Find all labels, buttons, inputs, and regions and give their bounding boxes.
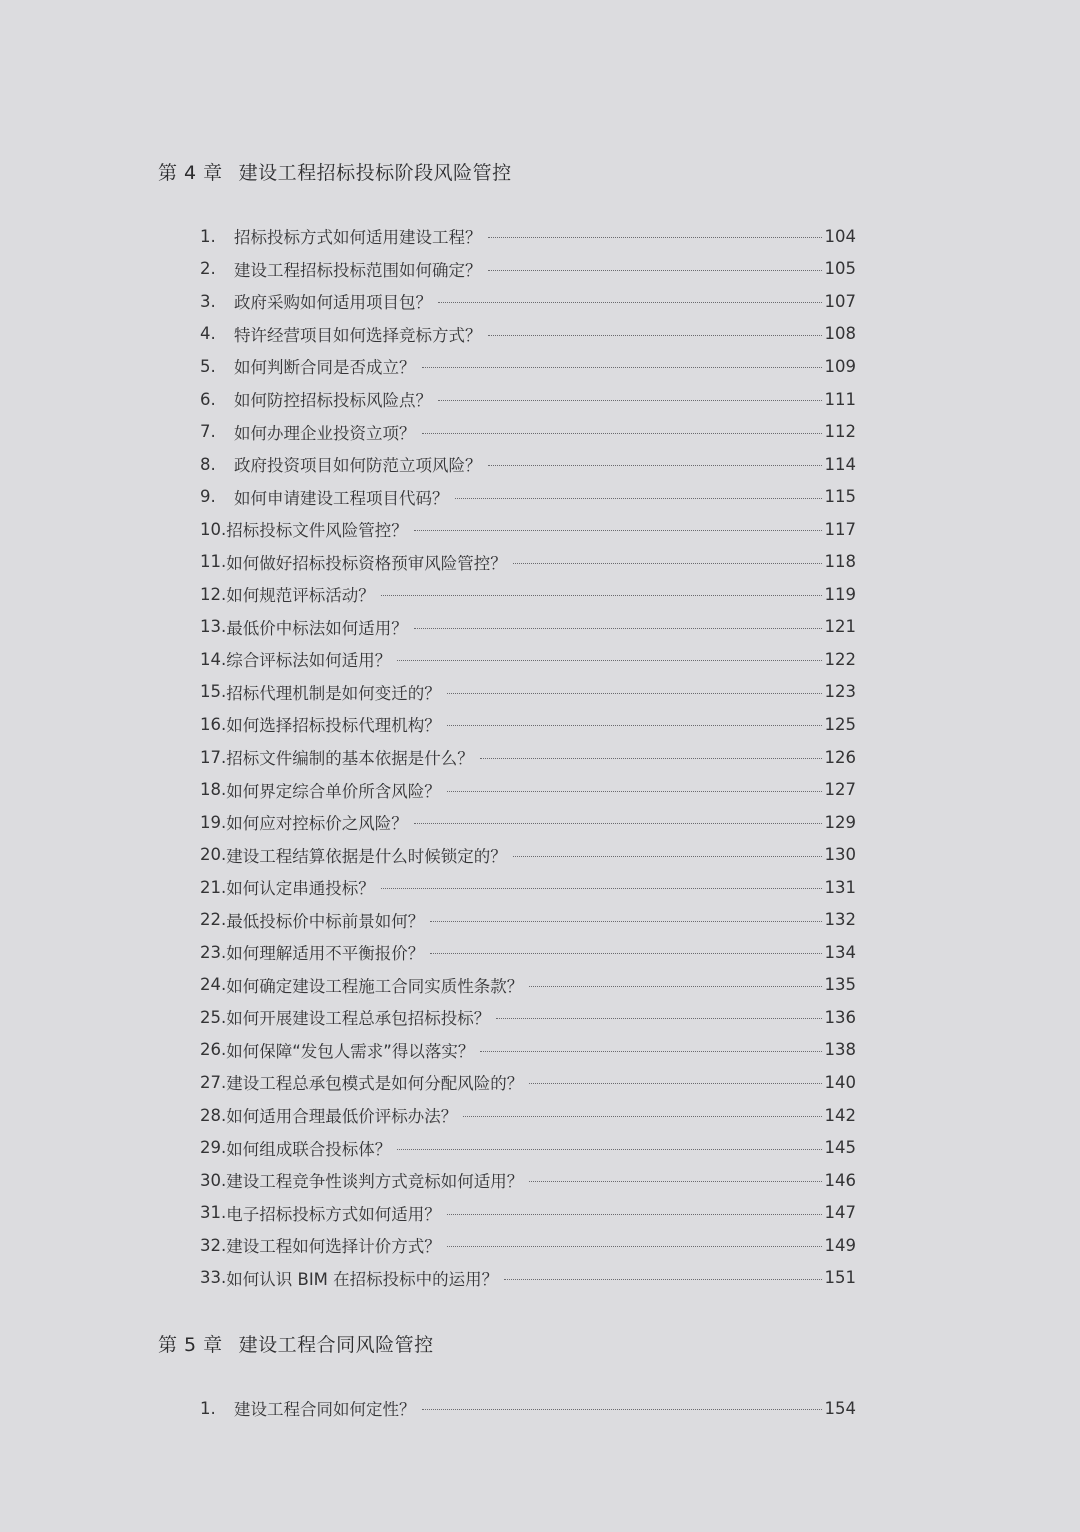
toc-entry[interactable]: [200, 253, 856, 286]
entry-title: 综合评标法如何适用？: [226, 651, 392, 671]
entry-title: 如何判断合同是否成立？: [234, 358, 416, 378]
toc-entry[interactable]: [200, 1034, 856, 1067]
entry-number: 8.: [200, 454, 216, 474]
dot-leader: [480, 1051, 821, 1052]
entry-title: 如何认定串通投标？: [226, 879, 375, 899]
entry-number: 18.: [200, 780, 227, 800]
toc-entry[interactable]: [200, 871, 856, 904]
entry-title: 建设工程如何选择计价方式？: [226, 1237, 441, 1257]
entry-title: 如何开展建设工程总承包招标投标？: [226, 1009, 491, 1029]
dot-leader: [447, 693, 822, 694]
dot-leader: [430, 921, 821, 922]
entry-page-number: 123: [824, 682, 856, 702]
entry-number: 1.: [200, 226, 216, 246]
entry-page-number: 112: [824, 422, 856, 442]
toc-entry[interactable]: [200, 1262, 856, 1295]
entry-title: 如何组成联合投标体？: [226, 1139, 392, 1159]
dot-leader: [438, 400, 822, 401]
dot-leader: [488, 465, 822, 466]
entry-number: 28.: [200, 1105, 227, 1125]
chapter-number: 第 5 章: [158, 1334, 223, 1356]
dot-leader: [422, 1409, 822, 1410]
entry-title: 如何确定建设工程施工合同实质性条款？: [226, 976, 524, 996]
entry-page-number: 126: [824, 747, 856, 767]
entry-page-number: 130: [824, 845, 856, 865]
entry-number: 13.: [200, 617, 227, 637]
dot-leader: [447, 1214, 822, 1215]
toc-entry[interactable]: [200, 611, 856, 644]
entry-page-number: 145: [824, 1138, 856, 1158]
dot-leader: [438, 302, 822, 303]
toc-entry[interactable]: [200, 1001, 856, 1034]
entry-number: 23.: [200, 942, 227, 962]
entry-title: 建设工程总承包模式是如何分配风险的？: [226, 1074, 524, 1094]
toc-entry[interactable]: [200, 1164, 856, 1197]
entry-page-number: 136: [824, 1007, 856, 1027]
toc-entry[interactable]: [200, 1099, 856, 1132]
entry-page-number: 119: [824, 584, 856, 604]
entry-title: 如何界定综合单价所含风险？: [226, 781, 441, 801]
dot-leader: [414, 530, 822, 531]
dot-leader: [414, 823, 822, 824]
toc-entry[interactable]: [200, 806, 856, 839]
entry-title: 如何保障“发包人需求”得以落实？: [226, 1041, 475, 1061]
toc-entry[interactable]: [200, 708, 856, 741]
dot-leader: [397, 1149, 821, 1150]
dot-leader: [447, 1246, 822, 1247]
dot-leader: [463, 1116, 821, 1117]
dot-leader: [488, 237, 822, 238]
entry-page-number: 131: [824, 877, 856, 897]
entry-title: 招标代理机制是如何变迁的？: [226, 683, 441, 703]
toc-entry[interactable]: [200, 1196, 856, 1229]
entry-title: 如何申请建设工程项目代码？: [234, 488, 449, 508]
entry-page-number: 147: [824, 1203, 856, 1223]
entry-title: 如何规范评标活动？: [226, 586, 375, 606]
toc-entry[interactable]: [200, 350, 856, 383]
entry-number: 19.: [200, 812, 227, 832]
entry-page-number: 104: [824, 226, 856, 246]
entry-number: 29.: [200, 1138, 227, 1158]
entry-page-number: 149: [824, 1235, 856, 1255]
entry-title: 特许经营项目如何选择竞标方式？: [234, 325, 482, 345]
chapter-4-heading: [158, 158, 512, 185]
entry-number: 14.: [200, 649, 227, 669]
dot-leader: [496, 1018, 821, 1019]
entry-title: 最低投标价中标前景如何？: [226, 911, 425, 931]
toc-entry[interactable]: [200, 741, 856, 774]
entry-page-number: 109: [824, 356, 856, 376]
entry-page-number: 122: [824, 649, 856, 669]
entry-page-number: 115: [824, 487, 856, 507]
toc-entry[interactable]: [200, 838, 856, 871]
entry-number: 33.: [200, 1268, 227, 1288]
dot-leader: [480, 758, 822, 759]
dot-leader: [529, 986, 821, 987]
entry-title: 政府采购如何适用项目包？: [234, 293, 432, 313]
toc-entry[interactable]: [200, 1229, 856, 1262]
toc-entry[interactable]: [200, 1066, 856, 1099]
entry-number: 20.: [200, 845, 227, 865]
entry-number: 21.: [200, 877, 227, 897]
entry-number: 25.: [200, 1007, 227, 1027]
entry-page-number: 134: [824, 942, 856, 962]
dot-leader: [397, 660, 821, 661]
dot-leader: [381, 595, 822, 596]
toc-entry[interactable]: [200, 773, 856, 806]
entry-number: 4.: [200, 324, 216, 344]
entry-page-number: 125: [824, 714, 856, 734]
entry-number: 27.: [200, 1072, 227, 1092]
toc-entry[interactable]: [200, 318, 856, 351]
dot-leader: [422, 433, 822, 434]
dot-leader: [488, 270, 822, 271]
dot-leader: [422, 367, 822, 368]
entry-number: 10.: [200, 519, 227, 539]
entry-title: 如何适用合理最低价评标办法？: [226, 1107, 458, 1127]
toc-entry[interactable]: [200, 480, 856, 513]
entry-title: 如何防控招标投标风险点？: [234, 391, 432, 410]
entry-page-number: 121: [824, 617, 856, 637]
entry-number: 3.: [200, 291, 216, 311]
dot-leader: [513, 856, 822, 857]
toc-entry[interactable]: [200, 448, 856, 481]
toc-entry[interactable]: [200, 220, 856, 253]
entry-title: 最低价中标法如何适用？: [226, 618, 408, 638]
entry-title: 建设工程招标投标范围如何确定？: [234, 260, 482, 280]
entry-title: 如何理解适用不平衡报价？: [226, 944, 425, 964]
entry-title: 如何选择招标投标代理机构？: [226, 716, 441, 736]
dot-leader: [381, 888, 822, 889]
dot-leader: [447, 725, 822, 726]
toc-entry[interactable]: [200, 545, 856, 578]
entry-title: 如何做好招标投标资格预审风险管控？: [226, 553, 507, 573]
entry-number: 15.: [200, 682, 227, 702]
toc-entry[interactable]: [200, 1131, 856, 1164]
toc-entry[interactable]: [200, 415, 856, 448]
entry-page-number: 108: [824, 324, 856, 344]
entry-number: 31.: [200, 1203, 227, 1223]
dot-leader: [513, 563, 822, 564]
toc-entry[interactable]: [200, 1392, 856, 1425]
entry-page-number: 138: [824, 1040, 856, 1060]
toc-entry[interactable]: [200, 383, 856, 416]
toc-entry[interactable]: [200, 643, 856, 676]
entry-title: 建设工程合同如何定性？: [234, 1400, 416, 1420]
dot-leader: [504, 1279, 821, 1280]
toc-entry[interactable]: [200, 578, 856, 611]
entry-title: 招标投标文件风险管控？: [226, 521, 408, 541]
toc-entry[interactable]: [200, 903, 856, 936]
chapter-5-toc-list: [200, 1392, 856, 1425]
entry-page-number: 111: [824, 389, 856, 409]
entry-number: 26.: [200, 1040, 227, 1060]
chapter-5-heading: [158, 1330, 434, 1357]
entry-title: 政府投资项目如何防范立项风险？: [234, 456, 482, 476]
dot-leader: [414, 628, 822, 629]
entry-page-number: 117: [824, 519, 856, 539]
entry-title: 如何应对控标价之风险？: [226, 814, 408, 834]
entry-page-number: 132: [824, 910, 856, 930]
entry-page-number: 135: [824, 975, 856, 995]
entry-number: 7.: [200, 422, 216, 442]
toc-entry[interactable]: [200, 676, 856, 709]
entry-number: 32.: [200, 1235, 227, 1255]
entry-page-number: 114: [824, 454, 856, 474]
entry-number: 2.: [200, 259, 216, 279]
entry-page-number: 140: [824, 1072, 856, 1092]
toc-entry[interactable]: [200, 513, 856, 546]
dot-leader: [529, 1181, 821, 1182]
entry-page-number: 127: [824, 780, 856, 800]
dot-leader: [488, 335, 822, 336]
chapter-title-text: 建设工程招标投标阶段风险管控: [238, 162, 512, 184]
entry-title: 建设工程竞争性谈判方式竞标如何适用？: [226, 1172, 524, 1192]
entry-title: 建设工程结算依据是什么时候锁定的？: [226, 846, 507, 866]
entry-page-number: 146: [824, 1170, 856, 1190]
entry-number: 30.: [200, 1170, 227, 1190]
entry-page-number: 105: [824, 259, 856, 279]
dot-leader: [447, 791, 822, 792]
entry-number: 9.: [200, 487, 216, 507]
entry-number: 17.: [200, 747, 227, 767]
entry-title: 如何办理企业投资立项？: [234, 423, 416, 443]
entry-title: 招标文件编制的基本依据是什么？: [226, 749, 474, 769]
entry-title: 如何认识 BIM 在招标投标中的运用？: [226, 1269, 499, 1289]
entry-number: 5.: [200, 356, 216, 376]
toc-entry[interactable]: [200, 285, 856, 318]
dot-leader: [430, 953, 821, 954]
toc-entry[interactable]: [200, 969, 856, 1002]
entry-number: 6.: [200, 389, 216, 409]
entry-title: 招标投标方式如何适用建设工程？: [234, 228, 482, 248]
entry-page-number: 142: [824, 1105, 856, 1125]
entry-page-number: 107: [824, 291, 856, 311]
toc-entry[interactable]: [200, 936, 856, 969]
dot-leader: [455, 498, 822, 499]
entry-page-number: 118: [824, 552, 856, 572]
entry-number: 11.: [200, 552, 227, 572]
chapter-number: 第 4 章: [158, 162, 223, 184]
entry-title: 电子招标投标方式如何适用？: [226, 1204, 441, 1224]
entry-number: 12.: [200, 584, 227, 604]
entry-number: 16.: [200, 714, 227, 734]
entry-page-number: 151: [824, 1268, 856, 1288]
chapter-4-toc-list: [200, 220, 856, 1294]
entry-number: 1.: [200, 1398, 216, 1418]
entry-number: 22.: [200, 910, 227, 930]
dot-leader: [529, 1083, 821, 1084]
entry-page-number: 129: [824, 812, 856, 832]
chapter-title-text: 建设工程合同风险管控: [238, 1334, 434, 1356]
entry-page-number: 154: [824, 1398, 856, 1418]
entry-number: 24.: [200, 975, 227, 995]
